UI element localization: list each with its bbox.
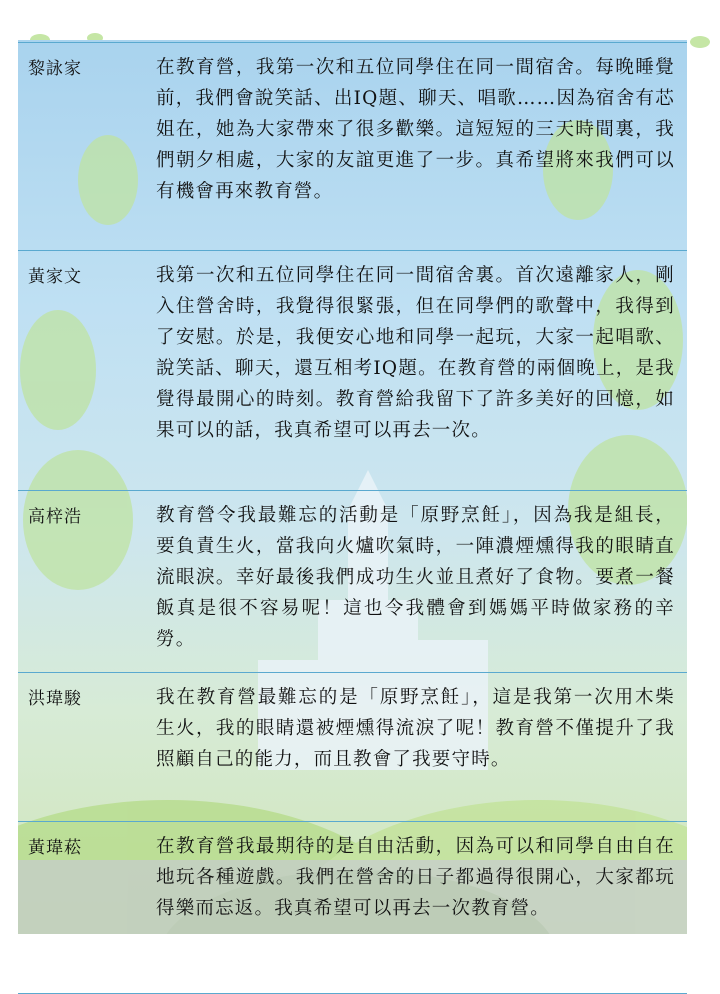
reflection-text: 在教育營，我第一次和五位同學住在同一間宿舍。每晚睡覺前，我們會說笑話、出IQ題、聊天、唱歌……因為宿舍有芯姐在，她為大家帶來了很多歡樂。這短短的三天時間裏，我們朝夕相處，大家的友誼更進了一步。真希望將來我們可以有機會再來教育營。 <box>156 43 687 251</box>
reflection-text: 我在教育營最難忘的是「原野烹飪」，這是我第一次用木柴生火，我的眼睛還被煙燻得流淚了呢！教育營不僅提升了我照顧自己的能力，而且教會了我要守時。 <box>156 673 687 822</box>
table-row <box>18 822 687 994</box>
student-name: 高梓浩 <box>18 491 156 673</box>
reflection-text: 教育營令我最難忘的活動是「原野烹飪」，因為我是組長，要負責生火，當我向火爐吹氣時，一陣濃煙燻得我的眼睛直流眼淚。幸好最後我們成功生火並且煮好了食物。要煮一餐飯真是很不容易呢！這也令我體會到媽媽平時做家務的辛勞。 <box>156 491 687 673</box>
table-row <box>18 251 687 491</box>
reflections-table <box>18 42 687 994</box>
table-row <box>18 43 687 251</box>
student-name: 黎詠家 <box>18 43 156 251</box>
student-name: 黃家文 <box>18 251 156 491</box>
table-row <box>18 491 687 673</box>
student-name: 黃瑋菘 <box>18 822 156 994</box>
reflection-text: 在教育營我最期待的是自由活動，因為可以和同學自由自在地玩各種遊戲。我們在營舍的日子都過得很開心，大家都玩得樂而忘返。我真希望可以再去一次教育營。 <box>156 822 687 994</box>
table-row <box>18 673 687 822</box>
reflection-text: 我第一次和五位同學住在同一間宿舍裏。首次遠離家人，剛入住營舍時，我覺得很緊張，但在同學們的歌聲中，我得到了安慰。於是，我便安心地和同學一起玩，大家一起唱歌、說笑話、聊天，還互相考IQ題。在教育營的兩個晚上，是我覺得最開心的時刻。教育營給我留下了許多美好的回憶，如果可以的話，我真希望可以再去一次。 <box>156 251 687 491</box>
student-name: 洪瑋駿 <box>18 673 156 822</box>
